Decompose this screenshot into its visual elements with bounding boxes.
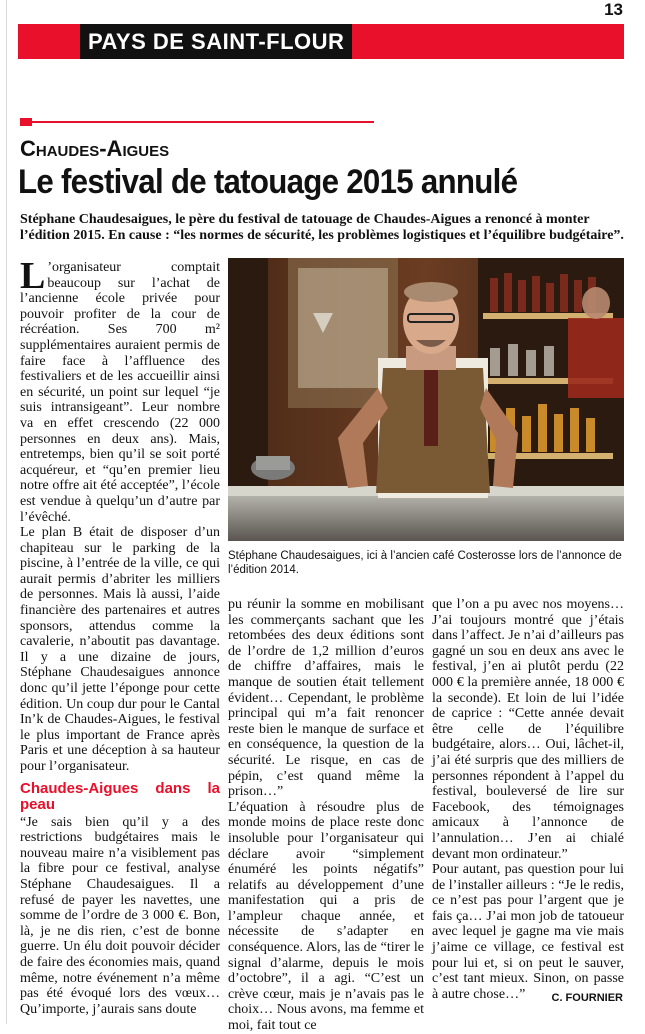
paragraph-1: [20, 255, 220, 525]
page-number: 13: [604, 0, 623, 19]
article-photo: [228, 258, 624, 541]
article-lead: Stéphane Chaudesaigues, le père du festival de tatouage de Chaudes-Aigues a renoncé à monter l’édition 2015. En cause : “les normes de sécurité, les problèmes logistiques et l’équilibre budgétaire”.: [20, 212, 624, 243]
photo-caption: Stéphane Chaudesaigues, ici à l’ancien café Costerosse lors de l’annonce de l’édition 2014.: [228, 550, 622, 576]
article-column-1: [20, 255, 220, 1017]
drop-cap: L: [20, 255, 46, 297]
photo-illustration: [228, 258, 624, 541]
kicker-rule: [32, 121, 374, 123]
article-column-2: [228, 597, 424, 1034]
paragraph-1-text: ’organisateur comptait beaucoup sur l’achat de l’ancienne école privée pour pouvoir profiter de la cour de récréation. Ses 700 m² supplémentaires auraient permis de faire face à l’affluence des festivaliers et de les accueillir ainsi en sécurité, un point sur lequel “je suis intransigeant”. Leur nombre va en effet crescendo (22 000 personnes en deux ans). Mais, entretemps, bien qu’il se soit porté acquéreur, et “qu’en premier lieu notre offre ait été acceptée”, l’école est vendue à quelqu’un d’autre par l’évêché.: [20, 260, 220, 525]
paragraph-5: L’équation à résoudre plus de monde moins de place reste donc insoluble pour l’organisateur qui déclare avoir “simplement énuméré les points négatifs” relatifs au développement d’une manifestation qui a pris de l’ampleur chaque année, et nécessite de s’adapter en conséquence. Alors, las de “tirer le signal d’alarme, depuis le mois d’octobre”, il a agi. “C’est un crève cœur, mais je n’avais pas le choix… Nous avons, ma femme et moi, fait tout ce: [228, 799, 424, 1034]
article-kicker: Chaudes-Aigues: [20, 136, 170, 161]
kicker-rule-marker: [20, 118, 32, 126]
article-headline: Le festival de tatouage 2015 annulé: [18, 163, 518, 201]
page-margin-line: [6, 0, 7, 1024]
paragraph-3: “Je sais bien qu’il y a des restrictions budgétaires mais le nouveau maire n’a visiblement pas la fibre pour ce festival, analyse Stéphane Chaudesaigues. Il a refusé de payer les navettes, une somme de l’ordre de 3 000 €. Bon, là, je ne dis rien, c’est de bonne guerre. Un élu doit pouvoir décider de faire des économies mais, quand même, notre événement n’a même pas été évoqué lors des vœux… Qu’importe, j’aurais sans doute: [20, 814, 220, 1017]
article-subhead: Chaudes-Aigues dans la peau: [20, 779, 220, 813]
paragraph-7: Pour autant, pas question pour lui de l’installer ailleurs : “Je le redis, ce n’est pas pour l’argent que je fais ça… J’ai mon job de tatoueur avec lequel je gagne ma vie mais j’aime ce village, ce festival est pour lui et, si on peut le sauver, c’est tant mieux. Sinon, on passe à autre chose…”: [432, 862, 624, 1002]
paragraph-2: Le plan B était de disposer d’un chapiteau sur le parking de la piscine, à l’entrée de la ville, ce qui aurait permis d’abriter les milliers de personnes. Mais là aussi, l’aide financière des partenaires et autres sponsors, attendus comme la cavalerie, n’aboutit pas davantage. Il y a une dizaine de jours, Stéphane Chaudesaigues annonce donc qu’il jette l’éponge pour cette édition. Un coup dur pour le Cantal In’k de Chaudes-Aigues, le festival le plus important de France après Paris et une déception à sa hauteur pour l’organisateur.: [20, 525, 220, 774]
section-title: PAYS DE SAINT-FLOUR: [80, 24, 352, 59]
author-signature: C. FOURNIER: [551, 992, 623, 1004]
paragraph-6: que l’on a pu avec nos moyens… J’ai toujours montré que j’étais dans l’affect. Je n’ai d’ailleurs pas gagné un sou en deux ans avec le festival, j’en ai plutôt perdu (22 000 € la première année, 18 000 € la seconde). Et loin de lui l’idée de caprice : “Cette année devait être celle de l’équilibre budgétaire, alors… Oui, lâchet-il, j’ai été surpris que des milliers de personnes répondent à l’appel du festival, bouleversé de lire sur Facebook, des témoignages amicaux à l’annonce de l’annulation… J’en ai chialé devant mon ordinateur.”: [432, 597, 624, 862]
article-column-3: [432, 597, 624, 1002]
paragraph-4: pu réunir la somme en mobilisant les commerçants sachant que les retombées des deux éditions sont de l’ordre de 1,2 million d’euros de chiffre d’affaires, mais le manque de soutien était tellement évident… Cependant, le problème principal qui m’a fait renoncer reste bien le manque de surface et en conséquence, la question de la sécurité. Le risque, en cas de pépin, c’est quand même la prison…”: [228, 597, 424, 800]
